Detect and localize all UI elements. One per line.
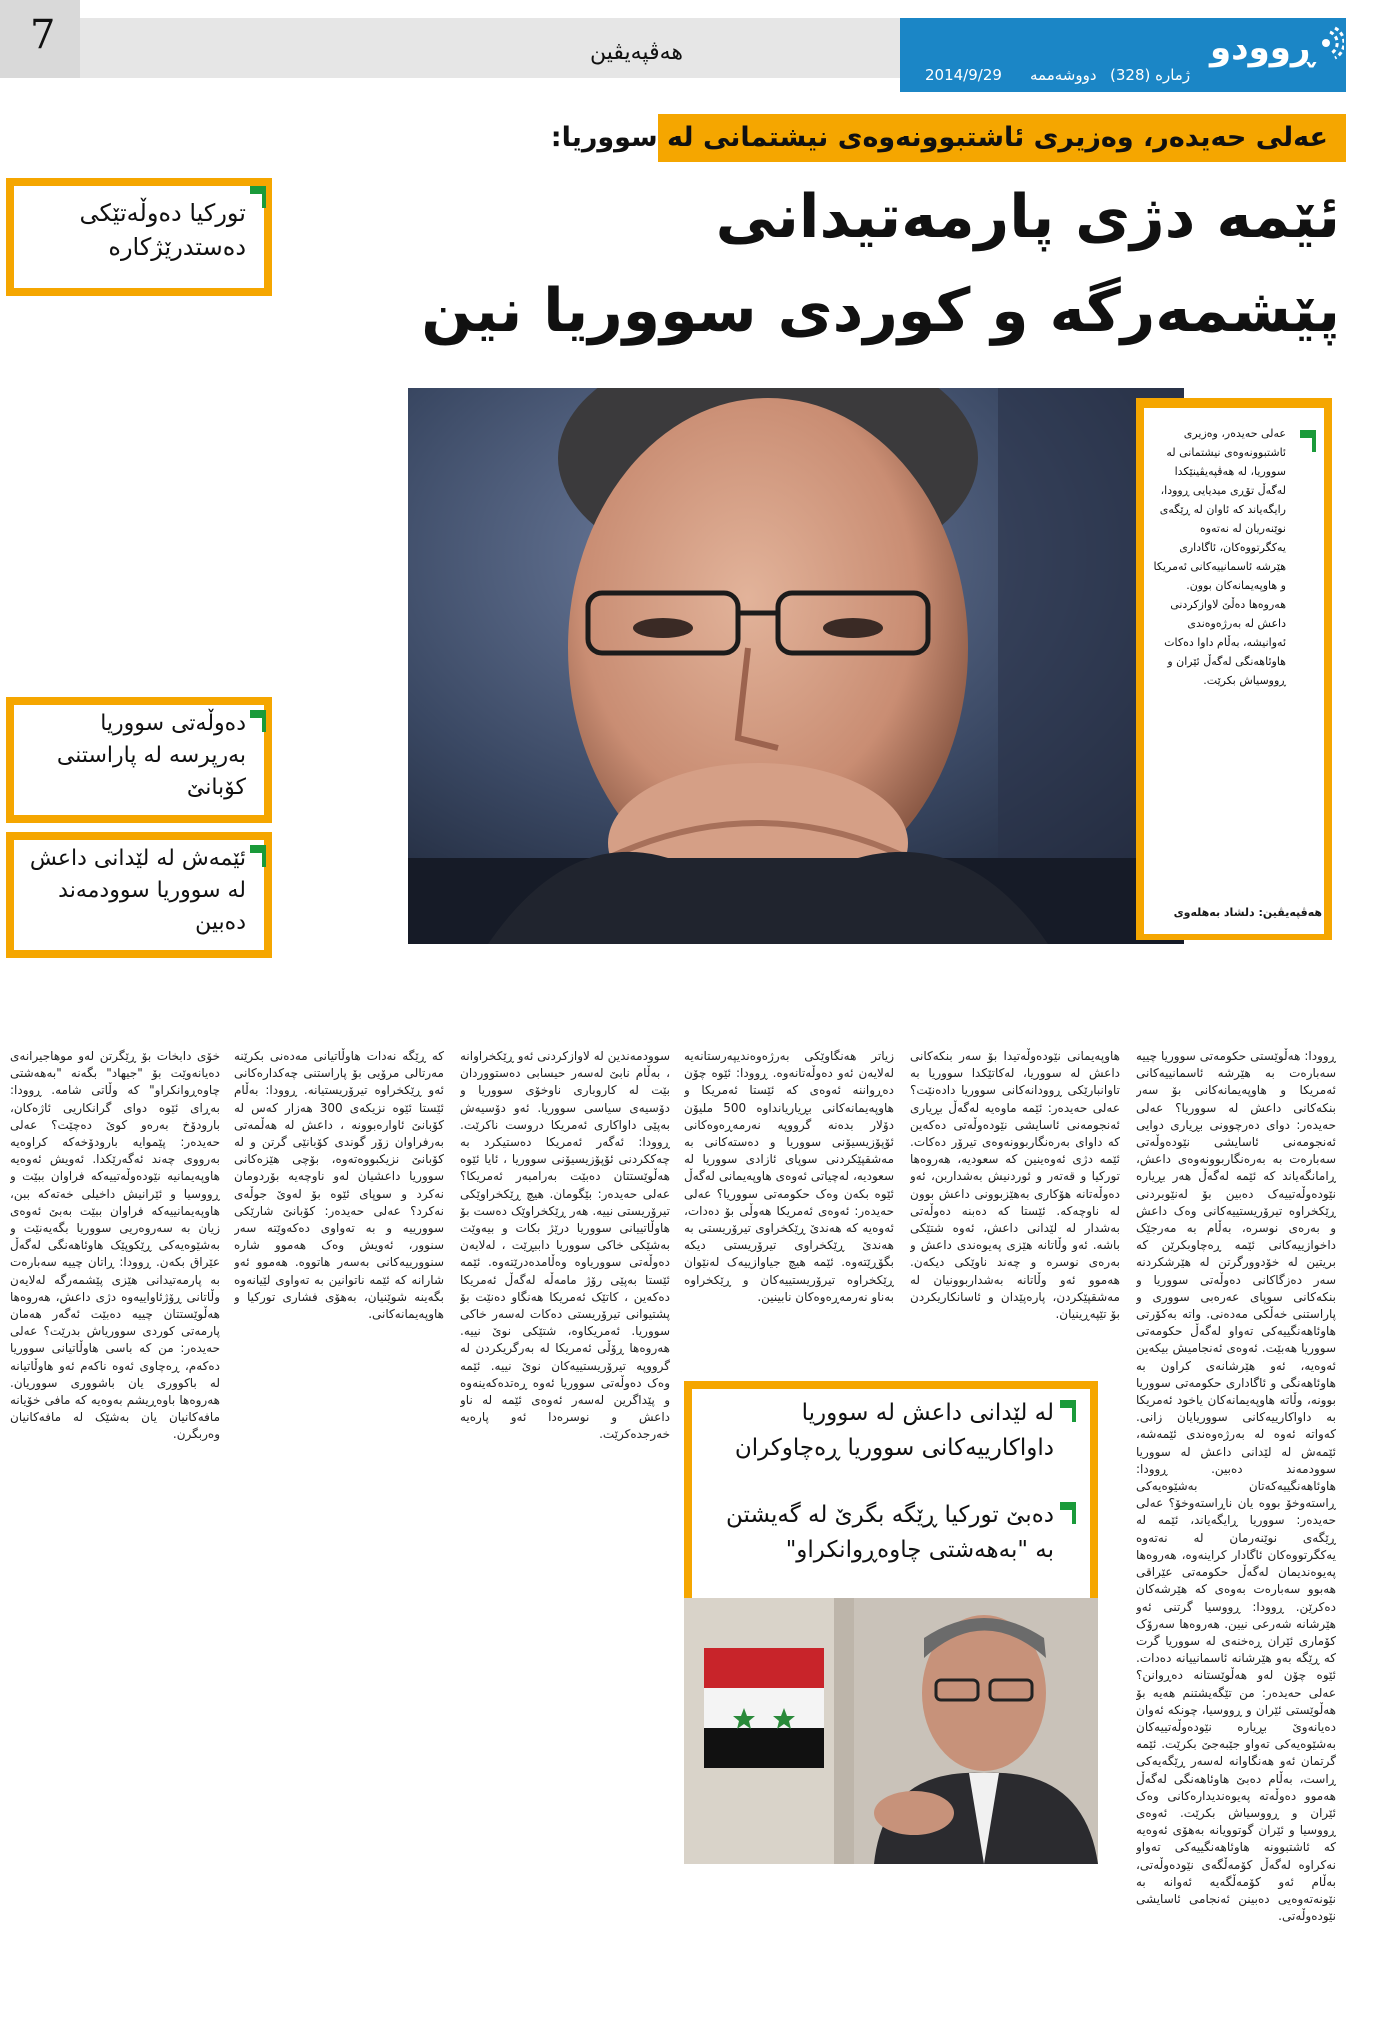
section-title: هەڤپەیڤین [590,40,683,65]
headline-line-2: پێشمەرگە و کوردی سووریا نین [421,276,1340,346]
page-number: 7 [30,12,56,58]
article-column-5: کە ڕێگە نەدات هاوڵاتیانی مەدەنی بکرێنە مەرتالی مرۆیی بۆ پاراستنی چەکدارەکانی ئەو ڕێکخراوە تیرۆریستیانە. ڕوودا: بەڵام ئێستا ئێوە نزیکەی 300 هەزار کەس لە کۆبانێ ئاوارەبوونە ، داعش لە هەڵمەتی بەرفراوان زۆر گوندی کۆبانێی گرتن و لە کۆبانێ نزیکبووەتەوە، بۆچی هێزەکانی سووریا داعشیان لەو ناوچەیە بۆردومان نەکرد و سوپای ئێوە بۆ لەوێ جوڵەی نەکرد؟ عەلی حەیدەر: کۆبانێ شارێکی سوورییە و بە تەواوی دەکەوێتە سەر سنوور، ئەویش وەک هەموو شارە سنوورییەکانی بەسەر هاتووە. هەموو ئەو شارانە کە ئێمە ناتوانین بە تەواوی لێیانەوە بگەینە شوێنیان، بەهۆی فشاری تورکیا و هاوپەیمانەکانی. [234,1049,444,1322]
article-column-4: سوودمەندین لە لاوازکردنی ئەو ڕێکخراوانە ، بەڵام نابێ لەسەر حیسابی دەستووردان بێت لە کاروباری ناوخۆی سووریا و دۆسیەی سیاسی سووریا. ئەو دۆسیەش بەپێی داواکاری ئەمریکا دروست ناکرێت. ڕوودا: ئەگەر ئەمریکا دەستیکرد بە چەککردنی ئۆپۆزیسیۆنی سووریا ، ئایا ئێوە هەڵوێستتان دەبێت بەرامبەر ئەمریکا؟ عەلی حەیدەر: بێگومان. هیچ ڕێکخراوێکی تیرۆریستی نییە. هەر ڕێکخراوێک دەست بۆ هاوڵاتییانی سووریا درێژ بکات و بیەوێت بەشێکی خاکی سووریا داببڕێت ، لەلایەن دەوڵەتی سووریاوە وەڵامدەدرێتەوە. ئێمە ئێستا بەپێی رۆژ مامەڵە لەگەڵ ئەمریکا دەکەین ، کاتێک ئەمریکا هەنگاو دەنێت بۆ پشتیوانی تیرۆریستی دەکات لەسەر خاکی سووریا. ئەمریکاوە، شتێکی نوێ نییە. هەروەها ڕۆڵی ئەمریکا لە بەرگریکردن لە گرووپە تیرۆریستییەکان نوێ نییە. ئێمە وەک دەوڵەتی سووریا ئەوە ڕەتدەکەینەوە و پێداگرین لەسەر ئەوەی ئێمە لە ناو داعش و نوسرەدا ئەو پارەیە خەرجدەکرێت. [460,1049,670,1442]
pull-quote-3: ئێمەش لە لێدانی داعش لە سووریا سوودمەند دەبین [29,846,246,935]
issue-number: ژمارە (328) [1110,66,1191,84]
pull-quote-1: تورکیا دەوڵەتێکی دەستدرێژکارە [79,199,246,261]
portrait-photo [408,388,1184,944]
brand-logo-icon [1318,26,1344,60]
brand-logo-text: ڕوودو [1210,28,1315,68]
interview-credit: هەڤپەیڤین: دلشاد بەهلەوی [1173,906,1322,919]
intro-caption: عەلی حەیدەر، وەزیری ئاشتبوونەوەی نیشتمانی لە سووریا، لە هەڤپەیڤینێکدا لەگەڵ تۆڕی میدیایی ڕوودا، رایگەیاند کە ئاوان لە ڕێگەی نوێنەریان لە نەتەوە یەکگرتووەکان، ئاگاداری هێرشە ئاسمانییەکانی ئەمریکا و هاوپەیمانەکان بوون. هەروەها دەڵێ لاوازکردنی داعش لە بەرژەوەندی ئەوانیشە، بەڵام داوا دەکات هاوئاهەنگی لەگەڵ ئێران و ڕووسیاش بکرێت. [1153,427,1286,687]
pull-quote-2: دەوڵەتی سووریا بەرپرسە لە پاراستنی کۆبانێ [56,711,246,800]
quote-marker-icon [1072,1400,1076,1422]
weekday: دووشەممە [1030,66,1097,84]
article-column-2: هاوپەیمانی نێودەوڵەتیدا بۆ سەر بنکەکانی داعش لە سووریا، لەکاتێکدا سووریا بە تاوانبارێکی ڕوودانەکانی سووریا دادەنێت؟ عەلی حەیدەر: ئێمە ماوەیە لەگەڵ بڕیاری ئەنجومەنی ئاسایشی نێودەوڵەتی دەکەین کە داوای بەرەنگاربوونەوەی تیرۆر دەکات. ئێمە دژی ئەوەینین کە سعودیە، هەروەها تورکیا و قەتەر و ئوردنیش بەشداربن، ئەو دەوڵەتانە هۆکاری بەهێزبوونی داعش بوون لە ناوچەکە. ئێستا کە دەبنە دەوڵەتی بەشدار لە لێدانی داعش، ئەوە شتێکی باشە. ئەو وڵاتانە هێزی پەیوەندی داعش و بەرەی نوسرە و چەند ناوێکی دیکەن. هەموو ئەو وڵاتانە بەشداربوونیان لە مەشقپێکردن، پارەپێدان و ئاسانکاریکردن بۆ تێپەڕینیان. [910,1049,1120,1322]
article-column-6: خۆی دابخات بۆ ڕێگرتن لەو موهاجیرانەی دەیانەوێت بۆ "جیهاد" بگەنە "بەهەشتی چاوەڕوانکراو" کە وڵاتی شامە. ڕوودا: بەڕای ئێوە دوای گرانکاریی ئاژەکان، بارودۆخ بەرەو کوێ دەچێت؟ عەلی حەیدەر: پێموایە بارودۆخەکە کراوەیە بەرووی چەند ئەگەرێکدا. ئەویش ئەوەیە هاوپەیمانیە نێودەوڵەتییەکە فراوان ببێت و ڕووسیا و ئێرانیش داخیلی خەتەکە ببن، هاوپەیمانییەکە فراوان ببێت بەبێ ئەوەی زیان بە سەروەریی سووریا بگەیەنێت و بەشێوەیەکی ڕێکوپێک هاوئاهەنگی لەگەڵ عێراق بکەن. ڕوودا: ڕاتان چییە سەبارەت بە پارمەتیدانی هێزی پێشمەرگە لەلایەن وڵاتانی ڕۆژئاواییەوە دژی داعش، هەروەها هەڵوێستتان چییە دەبێت ئەگەر هەمان پارمەتی کوردی سووریاش بدرێت؟ عەلی حەیدەر: من کە باسی هاوڵاتیانی سووریا دەکەم، ڕەچاوی ئەوە ناکەم ئەو هاوڵاتیانە لە باکووری یان باشووری سووریان. هەروەها باوەڕیشم بەوەیە کە مافی خۆیانە مافەکانیان یان بەشێک لە مافەکانیان وەربگرن. [10,1049,220,1442]
header-strip [80,18,900,78]
pull-quote-5: دەبێ تورکیا ڕێگە بگرێ لە گەیشتن بە "بەهەشتی چاوەڕوانکراو" [726,1502,1054,1563]
caption-marker-icon [1312,430,1316,452]
kicker: عەلی حەیدەر، وەزیری ئاشتبوونەوەی نیشتمانی لە سووریا: [550,122,1328,153]
quote-marker-icon [262,710,266,732]
article-column-3: زیاتر هەنگاوێکی بەرژەوەندیپەرستانەیە لەلایەن ئەو دەوڵەتانەوە. ڕوودا: ئێوە چۆن دەڕواننە ئەوەی کە ئێستا ئەمریکا و هاوپەیمانەکانی بڕیاریانداوە 500 ملیۆن دۆلار بدەنە گرووپە نەرمەڕەوەکانی ئۆپۆزیسیۆنی سووریا و دەستەکانی بە مەشقپێکردنی سوپای ئازادی سووریا لە سعودیە، لەچیاتی ئەوەی هاوپەیمانی لەگەڵ ئێوە بکەن وەک حکومەتی سووریا؟ عەلی حەیدەر: ئەوەی ئەمریکا هەوڵی بۆ دەدات، ئەوەیە کە هەندێ ڕێکخراوی تیرۆریستی بە هەندێ ڕێکخراوی تیرۆریستی دیکە بگۆڕێتەوە. ئێمە هیچ جیاوازییەک لەنێوان ڕێکخراوە تیرۆریستییەکان و ڕێکخراوە بەناو نەرمەڕەوەکان نابینین. [684,1049,894,1304]
quote-marker-icon [262,845,266,867]
secondary-photo [684,1598,1098,1864]
article-column-1: ڕوودا: هەڵوێستی حکومەتی سووریا چییە سەبارەت بە هێرشە ئاسمانییەکانی ئەمریکا و هاوپەیمانەکانی بۆ سەر بنکەکانی داعش لە سووریا؟ عەلی حەیدەر: دوای دەرچوونی بڕیاری دوایی ئەنجومەنی ئاسایشی نێودەوڵەتی سەبارەت بە بەرەنگاربوونەوەی داعش، ڕامانگەیاند کە ئێمە لەگەڵ هەر بڕیارە نێودەوڵەتییەک دەبین بۆ لەنێوبردنی ڕێکخراوە تیرۆریستییەکانی وەک داعش و بەرەی نوسرە، بەڵام بە مەرجێک داخوازییەکانی ئێمە ڕەچاوبکرێن کە بریتین لە خۆدوورگرتن لە هێرشکردنە سەر دەزگاکانی دەوڵەتی سووریا و بنکەکانی سوپای عەرەبی سووری و پاراستنی خەڵکی مەدەنی. واتە بەکۆرتی هاوئاهەنگییەکی تەواو لەگەڵ حکومەتی سووریا هەبێت. ئەوەی ئەنجامیش بیکەین ئەوەیە، ئەو هێرشانەی کراون بە هاوئاهەنگی و ئاگاداری حکومەتی سووریا بوونە، وڵاتە هاوپەیمانەکان یاخود ئەمریکا بە داواکارییەکانی سووریایان زانی. کەواتە ئەوە لە بەرژەوەندی ئێمەشە، ئێمەش لە لێدانی داعش لە سووریا سوودمەند دەبین. ڕوودا: هاوئاهەنگییەکەتان بەشێوەیەکی ڕاستەوخۆ بووە یان ناڕاستەوخۆ؟ عەلی حەیدەر: سووریا ڕایگەیاند، ئێمە لە ڕێگەی نوێنەرمان لە نەتەوە یەکگرتووەکان ئاگادار کراینەوە، هەروەها پەیوەندیمان لەگەڵ حکومەتی عێراقی هەبوو سەبارەت بەوەی کە هێرشەکان دەکرێن. ڕوودا: ڕووسیا گرتنی ئەو هێرشانە شەرعی نیین. هەروەها سەرۆک کۆماری ئێران ڕەخنەی لە سووریا گرت کە ڕێگە بەو هێرشانە ئاسمانییانە دەدات. ئێوە چۆن لەو هەڵوێستانە دەڕوانن؟ عەلی حەیدەر: من تێگەیشتنم هەیە بۆ هەڵوێستی ئێران و ڕووسیا، چونکە ئەوان دەیانەوێ بڕیارە نێودەوڵەتییەکان بەشێوەیەکی تەواو جێبەجێ بکرێت. ئێمە گرتمان ئەو هەنگاوانە لەسەر ڕێگەیەکی ڕاست، بەڵام دەبێ هاوئاهەنگی لەگەڵ هەموو دەوڵەتە پەیوەندیدارەکانی وەک ئێران و ڕووسیاش بکرێت. ئەوەی ڕووسیا و ئێران گوتوویانە بەهۆی ئەوەیە کە ئاشتبوونە هاوئاهەنگییەکی تەواو نەکراوە لەگەڵ کۆمەڵگەی نێودەوڵەتی، بەڵام ئەو کۆمەڵگەیە ئەوانە بە نێونەتەوەیی دەبینن ئەنجامی ئاسایشی نێودەوڵەتی. [1136,1049,1336,1924]
issue-date: 2014/9/29 [925,66,1002,84]
headline-line-1: ئێمە دژی پارمەتیدانی [715,182,1340,252]
quote-marker-icon [1072,1502,1076,1524]
pull-quote-4: لە لێدانی داعش لە سووریا داواکارییەکانی سووریا ڕەچاوکران [734,1400,1054,1461]
quote-marker-icon [262,186,266,208]
